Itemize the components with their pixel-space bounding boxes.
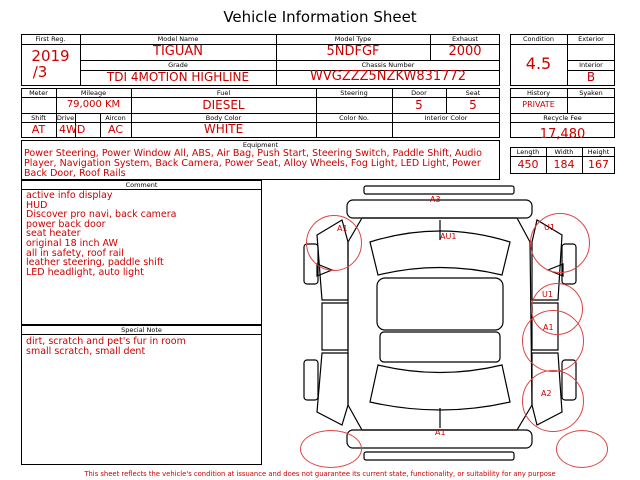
comment-line: leather steering, paddle shift: [26, 257, 164, 269]
comment-line: Discover pro navi, back camera: [26, 209, 177, 221]
steering-label: Steering: [340, 89, 368, 97]
mileage-label: Mileage: [80, 89, 107, 97]
meter-label: Meter: [29, 89, 48, 97]
damage-mark-a1-bottom: A1: [435, 428, 446, 437]
shift-value: AT: [31, 123, 46, 136]
comment-line: all in safety, roof rail: [26, 247, 124, 259]
height-label: Height: [587, 148, 610, 156]
comment-line: power back door: [26, 218, 106, 230]
history-value: PRIVATE: [522, 100, 555, 109]
fuel-label: Fuel: [216, 89, 231, 97]
first-reg-label: First Reg.: [35, 35, 66, 43]
color-no-label: Color No.: [339, 114, 369, 122]
history-label: History: [526, 89, 551, 97]
damage-mark-a1-left: A1: [337, 224, 348, 233]
page-title: Vehicle Information Sheet: [223, 8, 417, 26]
aircon-label: Aircon: [105, 114, 126, 122]
recycle-fee-label: Recycle Fee: [543, 114, 582, 122]
width-label: Width: [554, 148, 574, 156]
comment-line: active info display: [26, 190, 113, 201]
damage-circle: [522, 310, 584, 372]
damage-mark-u1-mid: U1: [542, 290, 553, 299]
condition-value: 4.5: [525, 54, 552, 73]
interior-value: B: [586, 70, 596, 84]
chassis-number-label: Chassis Number: [361, 61, 415, 69]
comment-list: [26, 191, 261, 277]
door-label: Door: [411, 89, 427, 97]
condition-label: Condition: [522, 35, 555, 43]
first-reg-year: 2019: [31, 47, 70, 65]
special-note-list: [26, 337, 261, 356]
mileage-value: 79,000 KM: [66, 99, 121, 110]
damage-mark-a2: A2: [541, 389, 552, 398]
damage-circle: [306, 215, 362, 271]
interior-color-label: Interior Color: [424, 114, 468, 122]
comment-line: LED headlight, auto light: [26, 266, 144, 278]
footer-disclaimer: This sheet reflects the vehicle's condition at issuance and does not guarantee its current state, functionality, or suitability for any purpose: [84, 470, 556, 478]
damage-circle: [522, 370, 584, 432]
damage-circle: [300, 430, 362, 468]
width-value: 184: [553, 158, 575, 171]
equipment-value: Power Steering, Power Window All, ABS, Air Bag, Push Start, Steering Switch, Paddle Shift, Audio Player, Navigation System, Back Camera, Power Seat, Alloy Wheels, Fog Light, LED Light, Power Back Door, Roof Rails: [24, 148, 482, 179]
comment-line: seat heater: [26, 228, 81, 240]
body-color-label: Body Color: [205, 114, 242, 122]
damage-mark-a1-right: A1: [543, 323, 554, 332]
interior-label: Interior: [579, 61, 603, 69]
first-reg-month: /3: [32, 63, 48, 81]
equipment-label: Equipment: [242, 141, 279, 149]
exterior-label: Exterior: [578, 35, 604, 43]
grade-label: Grade: [168, 61, 188, 69]
exhaust-value: 2000: [448, 44, 482, 59]
comment-line: HUD: [26, 199, 48, 211]
drive-value: 4WD: [59, 123, 86, 136]
recycle-fee-value: 17,480: [539, 127, 586, 142]
special-note-line: small scratch, small dent: [26, 345, 146, 357]
model-name-label: Model Name: [157, 35, 199, 43]
length-label: Length: [516, 148, 540, 156]
special-note-line: dirt, scratch and pet's fur in room: [26, 336, 186, 347]
body-color-value: WHITE: [203, 122, 244, 136]
length-value: 450: [517, 158, 539, 171]
drive-label: Drive: [56, 114, 75, 122]
model-type-value: 5NDFGF: [326, 44, 380, 59]
seat-label: Seat: [465, 89, 481, 97]
exhaust-label: Exhaust: [451, 35, 479, 43]
damage-mark-au1: AU1: [440, 232, 457, 241]
syaken-label: Syaken: [579, 89, 603, 97]
height-value: 167: [588, 158, 609, 171]
seat-value: 5: [469, 98, 477, 112]
grade-value: TDI 4MOTION HIGHLINE: [106, 70, 250, 84]
damage-circle: [530, 213, 590, 273]
aircon-value: AC: [107, 123, 123, 136]
model-type-label: Model Type: [334, 35, 372, 43]
fuel-value: DIESEL: [202, 98, 245, 112]
shift-label: Shift: [31, 114, 46, 122]
comment-label: Comment: [125, 181, 158, 189]
model-name-value: TIGUAN: [153, 44, 203, 59]
damage-mark-a3: A3: [430, 195, 441, 204]
damage-circle: [556, 430, 608, 468]
comment-line: original 18 inch AW: [26, 237, 118, 249]
chassis-number-value: WVGZZZ5NZKW831772: [310, 69, 466, 84]
damage-mark-u1-top: U1: [544, 223, 555, 232]
special-note-label: Special Note: [121, 326, 162, 334]
door-value: 5: [415, 98, 423, 112]
